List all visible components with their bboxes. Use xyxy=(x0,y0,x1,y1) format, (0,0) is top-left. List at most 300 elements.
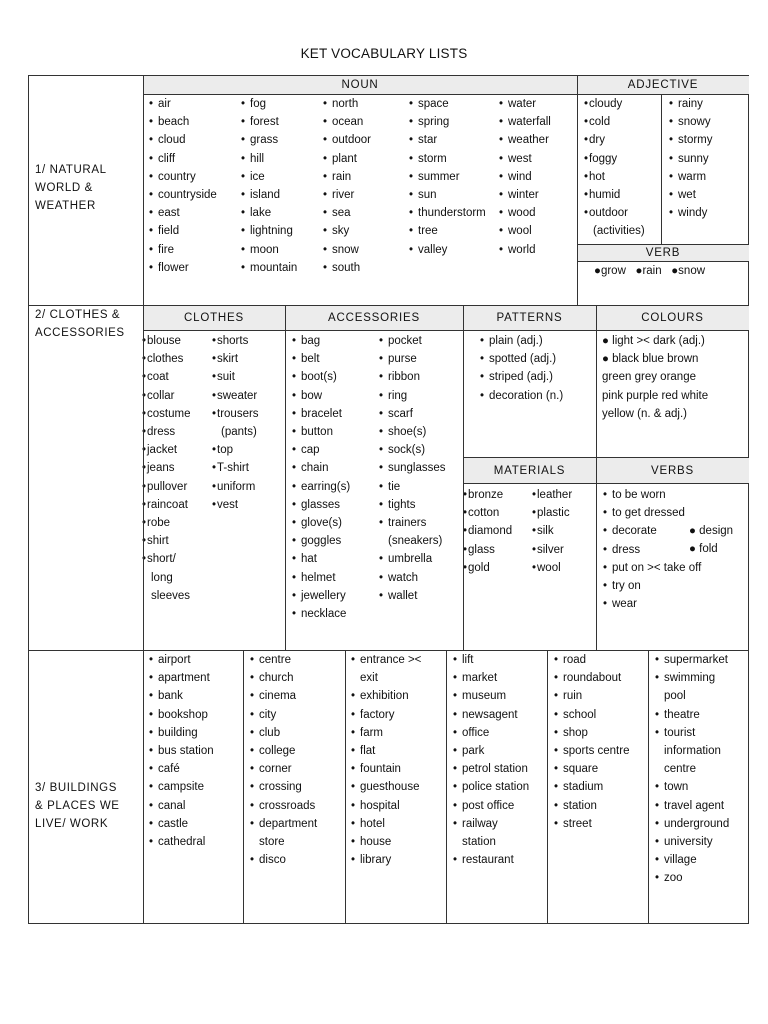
clothes-column xyxy=(212,332,259,514)
bullet-icon: • xyxy=(655,854,660,867)
list-item: • crossroads xyxy=(250,797,317,815)
bullet-icon: • xyxy=(584,207,589,220)
list-item: •jeans xyxy=(142,459,190,477)
bullet-icon: • xyxy=(480,335,485,347)
list-item: • market xyxy=(453,669,529,687)
list-item: • tie xyxy=(379,478,446,496)
list-item: • café xyxy=(149,760,214,778)
list-item: • apartment xyxy=(149,669,214,687)
bullet-icon: • xyxy=(351,708,356,721)
materials-header: MATERIALS xyxy=(463,457,596,484)
adjective-column xyxy=(669,95,713,222)
verb-item: ● fold xyxy=(689,543,718,556)
section-label-line: 1/ NATURAL xyxy=(35,164,107,176)
list-item: •suit xyxy=(212,368,259,386)
list-item: • belt xyxy=(292,350,350,368)
colour-item: pink purple red white xyxy=(602,389,709,402)
list-item: •dry xyxy=(584,131,645,149)
bullet-icon: • xyxy=(323,225,328,238)
list-item: • house xyxy=(351,833,421,851)
bullet-icon: • xyxy=(351,817,356,830)
bullet-icon: • xyxy=(669,98,674,110)
list-item: • glasses xyxy=(292,496,350,514)
list-item: • tights xyxy=(379,496,446,514)
clothes-verbs-right xyxy=(689,522,733,558)
bullet-icon: • xyxy=(149,152,154,165)
buildings-column xyxy=(351,651,421,869)
bullet-icon: • xyxy=(292,589,297,602)
list-item: (activities) xyxy=(593,225,645,238)
list-item: • waterfall xyxy=(499,113,551,131)
bullet-icon: • xyxy=(379,426,384,439)
list-item: • theatre xyxy=(655,706,729,724)
divider xyxy=(463,306,464,650)
list-item: •skirt xyxy=(212,350,259,368)
list-item: • scarf xyxy=(379,405,446,423)
verb-header: VERB xyxy=(577,244,749,262)
bullet-icon: • xyxy=(532,561,537,574)
list-item: •cloudy xyxy=(584,95,645,113)
bullet-icon: • xyxy=(149,116,154,129)
list-item: • island xyxy=(241,186,297,204)
clothes-column xyxy=(142,332,190,605)
section-label-line: WEATHER xyxy=(35,200,96,212)
bullet-icon: • xyxy=(142,498,147,511)
bullet-icon: • xyxy=(499,207,504,220)
bullet-icon: • xyxy=(142,353,147,366)
bullet-icon: • xyxy=(142,407,147,420)
list-item: • sea xyxy=(323,204,371,222)
list-item: • hill xyxy=(241,150,297,168)
list-item: •cotton xyxy=(463,504,512,522)
list-item: • striped (adj.) xyxy=(480,368,563,386)
bullet-icon: • xyxy=(149,243,154,256)
bullet-icon: • xyxy=(323,261,328,274)
bullet-icon: • xyxy=(351,836,356,849)
bullet-icon: • xyxy=(379,462,384,475)
list-item: •shorts xyxy=(212,332,259,350)
list-item: • zoo xyxy=(655,869,729,887)
list-item: •short/ xyxy=(142,550,190,568)
bullet-icon: • xyxy=(453,690,458,703)
list-item: •silk xyxy=(532,522,572,540)
bullet-icon: • xyxy=(250,745,255,758)
list-item: • cliff xyxy=(149,150,217,168)
list-item: • ring xyxy=(379,387,446,405)
list-item: • world xyxy=(499,241,551,259)
list-item: pool xyxy=(664,690,686,703)
bullet-icon: • xyxy=(250,672,255,685)
list-item: • flower xyxy=(149,259,217,277)
list-item: • snowy xyxy=(669,113,713,131)
list-item: • road xyxy=(554,651,629,669)
list-item: • rain xyxy=(323,168,371,186)
list-item: • shop xyxy=(554,724,629,742)
bullet-icon: • xyxy=(292,517,297,530)
list-item: information xyxy=(664,745,721,758)
bullet-icon: • xyxy=(409,170,414,183)
bullet-icon: • xyxy=(142,480,147,493)
list-item: • bracelet xyxy=(292,405,350,423)
list-item: • jewellery xyxy=(292,587,350,605)
list-item: • centre xyxy=(250,651,317,669)
section-label-line: 2/ CLOTHES & xyxy=(35,309,121,321)
bullet-icon: • xyxy=(323,98,328,110)
bullet-icon: • xyxy=(241,170,246,183)
bullet-icon: • xyxy=(409,152,414,165)
list-item: • exhibition xyxy=(351,687,421,705)
list-item: • trainers xyxy=(379,514,446,532)
list-item: • tree xyxy=(409,222,486,240)
list-item: • star xyxy=(409,131,486,149)
list-item: • town xyxy=(655,778,729,796)
bullet-icon: • xyxy=(499,170,504,183)
bullet-icon: • xyxy=(149,763,154,776)
bullet-icon: • xyxy=(241,243,246,256)
list-item: •robe xyxy=(142,514,190,532)
bullet-icon: • xyxy=(149,225,154,238)
bullet-icon: • xyxy=(584,152,589,165)
list-item: • newsagent xyxy=(453,706,529,724)
list-item: • restaurant xyxy=(453,851,529,869)
list-item: (pants) xyxy=(221,426,257,439)
bullet-icon: • xyxy=(149,726,154,739)
list-item: • corner xyxy=(250,760,317,778)
bullet-icon: • xyxy=(250,690,255,703)
list-item: • travel agent xyxy=(655,797,729,815)
list-item: • purse xyxy=(379,350,446,368)
bullet-icon: • xyxy=(292,498,297,511)
list-item: centre xyxy=(664,763,696,776)
bullet-icon: • xyxy=(142,335,147,347)
bullet-icon: • xyxy=(142,444,147,457)
list-item: • put on >< take off xyxy=(603,559,701,577)
bullet-icon: • xyxy=(655,836,660,849)
bullet-icon: • xyxy=(149,170,154,183)
bullet-icon: • xyxy=(453,781,458,794)
bullet-icon: • xyxy=(554,672,559,685)
divider xyxy=(577,76,578,305)
list-item: • countryside xyxy=(149,186,217,204)
list-item: • railway xyxy=(453,815,529,833)
bullet-icon: • xyxy=(453,654,458,666)
list-item: • river xyxy=(323,186,371,204)
bullet-icon: • xyxy=(241,152,246,165)
bullet-icon: • xyxy=(584,189,589,202)
list-item: • police station xyxy=(453,778,529,796)
list-item: • fog xyxy=(241,95,297,113)
bullet-icon: • xyxy=(453,817,458,830)
list-item: •vest xyxy=(212,496,259,514)
bullet-icon: • xyxy=(584,98,589,110)
bullet-icon: • xyxy=(453,745,458,758)
list-item: • factory xyxy=(351,706,421,724)
bullet-icon: • xyxy=(532,507,537,520)
bullet-icon: • xyxy=(655,708,660,721)
bullet-icon: • xyxy=(212,444,217,457)
list-item: • ruin xyxy=(554,687,629,705)
bullet-icon: • xyxy=(603,543,608,556)
list-item: •blouse xyxy=(142,332,190,350)
list-item: • bank xyxy=(149,687,214,705)
bullet-icon: • xyxy=(554,708,559,721)
list-item: •coat xyxy=(142,368,190,386)
bullet-icon: • xyxy=(292,571,297,584)
list-item: • park xyxy=(453,742,529,760)
bullet-icon: • xyxy=(409,243,414,256)
list-item: • field xyxy=(149,222,217,240)
list-item: • boot(s) xyxy=(292,368,350,386)
list-item: • college xyxy=(250,742,317,760)
bullet-icon: • xyxy=(323,243,328,256)
list-item: •pullover xyxy=(142,478,190,496)
list-item: • moon xyxy=(241,241,297,259)
bullet-icon: • xyxy=(212,371,217,384)
bullet-icon: • xyxy=(149,654,154,666)
list-item: long xyxy=(151,571,173,584)
section-label-line: LIVE/ WORK xyxy=(35,818,109,830)
list-item: • sun xyxy=(409,186,486,204)
bullet-icon: • xyxy=(554,781,559,794)
list-item: • lightning xyxy=(241,222,297,240)
bullet-icon: • xyxy=(241,189,246,202)
list-item: • lift xyxy=(453,651,529,669)
list-item: •outdoor xyxy=(584,204,645,222)
list-item: • summer xyxy=(409,168,486,186)
bullet-icon: • xyxy=(453,726,458,739)
divider xyxy=(143,306,144,650)
bullet-icon: • xyxy=(603,580,608,593)
bullet-icon: • xyxy=(379,444,384,457)
bullet-icon: • xyxy=(499,225,504,238)
list-item: exit xyxy=(360,672,378,685)
list-item: • school xyxy=(554,706,629,724)
bullet-icon: • xyxy=(142,553,147,566)
bullet-icon: • xyxy=(554,690,559,703)
list-item: • bus station xyxy=(149,742,214,760)
list-item: • fire xyxy=(149,241,217,259)
list-item: •plastic xyxy=(532,504,572,522)
bullet-icon: • xyxy=(149,98,154,110)
bullet-icon: • xyxy=(453,854,458,867)
list-item: • decoration (n.) xyxy=(480,387,563,405)
divider xyxy=(345,650,346,924)
list-item: • warm xyxy=(669,168,713,186)
bullet-icon: • xyxy=(409,225,414,238)
bullet-icon: • xyxy=(149,745,154,758)
list-item: • city xyxy=(250,706,317,724)
list-item: sleeves xyxy=(151,589,190,602)
divider xyxy=(596,306,597,650)
list-item: • village xyxy=(655,851,729,869)
bullet-icon: • xyxy=(351,763,356,776)
bullet-icon: • xyxy=(409,134,414,147)
bullet-icon: • xyxy=(149,708,154,721)
list-item: • museum xyxy=(453,687,529,705)
list-item: • cloud xyxy=(149,131,217,149)
bullet-icon: • xyxy=(292,426,297,439)
bullet-icon: • xyxy=(149,134,154,147)
list-item: • wear xyxy=(603,595,701,613)
bullet-icon: • xyxy=(463,543,468,556)
clothes-verbs-list xyxy=(603,486,701,613)
bullet-icon: • xyxy=(351,726,356,739)
bullet-icon: • xyxy=(379,371,384,384)
accessories-column xyxy=(379,332,446,605)
divider xyxy=(446,650,447,924)
list-item: •gold xyxy=(463,559,512,577)
list-item: • wallet xyxy=(379,587,446,605)
list-item: • to be worn xyxy=(603,486,701,504)
bullet-icon: • xyxy=(250,799,255,812)
list-item: • hospital xyxy=(351,797,421,815)
bullet-icon: • xyxy=(669,134,674,147)
bullet-icon: • xyxy=(351,854,356,867)
bullet-icon: • xyxy=(480,389,485,402)
list-item: (sneakers) xyxy=(388,535,443,548)
section-label-line: 3/ BUILDINGS xyxy=(35,782,117,794)
divider xyxy=(547,650,548,924)
list-item: •sweater xyxy=(212,387,259,405)
bullet-icon: • xyxy=(655,817,660,830)
list-item: • university xyxy=(655,833,729,851)
list-item: •cold xyxy=(584,113,645,131)
bullet-icon: • xyxy=(480,371,485,384)
bullet-icon: • xyxy=(241,98,246,110)
list-item: • church xyxy=(250,669,317,687)
list-item: • street xyxy=(554,815,629,833)
bullet-icon: • xyxy=(212,462,217,475)
bullet-icon: • xyxy=(554,763,559,776)
bullet-icon: • xyxy=(499,243,504,256)
list-item: • cinema xyxy=(250,687,317,705)
list-item: • decorate xyxy=(603,522,701,540)
list-item: •costume xyxy=(142,405,190,423)
list-item: •silver xyxy=(532,541,572,559)
list-item: •T-shirt xyxy=(212,459,259,477)
bullet-icon: • xyxy=(409,98,414,110)
bullet-icon: • xyxy=(149,189,154,202)
noun-header: NOUN xyxy=(143,76,577,95)
bullet-icon: • xyxy=(149,672,154,685)
bullet-icon: • xyxy=(379,407,384,420)
bullet-icon: • xyxy=(655,781,660,794)
bullet-icon: • xyxy=(655,672,660,685)
list-item: • forest xyxy=(241,113,297,131)
bullet-icon: • xyxy=(142,371,147,384)
section-label-line: ACCESSORIES xyxy=(35,327,125,339)
bullet-icon: • xyxy=(463,507,468,520)
bullet-icon: • xyxy=(212,480,217,493)
list-item: •clothes xyxy=(142,350,190,368)
list-item: •jacket xyxy=(142,441,190,459)
bullet-icon: • xyxy=(323,152,328,165)
bullet-icon: • xyxy=(292,535,297,548)
list-item: • space xyxy=(409,95,486,113)
bullet-icon: • xyxy=(292,335,297,347)
list-item: •bronze xyxy=(463,486,512,504)
list-item: store xyxy=(259,836,285,849)
section-label-line: & PLACES WE xyxy=(35,800,120,812)
noun-column xyxy=(323,95,371,277)
accessories-header: ACCESSORIES xyxy=(285,306,463,331)
bullet-icon: • xyxy=(379,517,384,530)
list-item: • canal xyxy=(149,797,214,815)
list-item: •hot xyxy=(584,168,645,186)
verb-item: ● design xyxy=(689,525,734,537)
list-item: • wet xyxy=(669,186,713,204)
materials-column xyxy=(532,486,572,577)
list-item: • snow xyxy=(323,241,371,259)
list-item: • sunny xyxy=(669,150,713,168)
list-item: • cathedral xyxy=(149,833,214,851)
list-item: • outdoor xyxy=(323,131,371,149)
list-item: •diamond xyxy=(463,522,512,540)
bullet-icon: • xyxy=(351,799,356,812)
list-item: • west xyxy=(499,150,551,168)
list-item: • rainy xyxy=(669,95,713,113)
bullet-icon: • xyxy=(149,781,154,794)
list-item: • petrol station xyxy=(453,760,529,778)
vocabulary-table xyxy=(28,75,749,924)
bullet-icon: • xyxy=(149,690,154,703)
list-item: •foggy xyxy=(584,150,645,168)
bullet-icon: • xyxy=(212,389,217,402)
bullet-icon: • xyxy=(669,189,674,202)
bullet-icon: • xyxy=(453,763,458,776)
noun-column xyxy=(499,95,551,259)
list-item: • swimming xyxy=(655,669,729,687)
bullet-icon: • xyxy=(584,116,589,129)
list-item: • watch xyxy=(379,569,446,587)
list-item: • try on xyxy=(603,577,701,595)
bullet-icon: • xyxy=(241,261,246,274)
divider xyxy=(661,95,662,244)
list-item: • north xyxy=(323,95,371,113)
verbs-header: VERBS xyxy=(596,457,749,484)
bullet-icon: • xyxy=(463,489,468,501)
list-item: • chain xyxy=(292,459,350,477)
list-item: • pocket xyxy=(379,332,446,350)
list-item: • east xyxy=(149,204,217,222)
bullet-icon: • xyxy=(655,654,660,666)
bullet-icon: • xyxy=(554,817,559,830)
list-item: • farm xyxy=(351,724,421,742)
list-item: • airport xyxy=(149,651,214,669)
bullet-icon: • xyxy=(241,116,246,129)
list-item: • storm xyxy=(409,150,486,168)
list-item: • club xyxy=(250,724,317,742)
list-item: • flat xyxy=(351,742,421,760)
bullet-icon: • xyxy=(603,507,608,520)
section-label-line: WORLD & xyxy=(35,182,93,194)
list-item: • crossing xyxy=(250,778,317,796)
bullet-icon: • xyxy=(250,654,255,666)
list-item: • spring xyxy=(409,113,486,131)
list-item: • supermarket xyxy=(655,651,729,669)
list-item: • ocean xyxy=(323,113,371,131)
noun-column xyxy=(409,95,486,259)
list-item: •shirt xyxy=(142,532,190,550)
list-item: • spotted (adj.) xyxy=(480,350,563,368)
list-item: • hat xyxy=(292,550,350,568)
bullet-icon: • xyxy=(655,872,660,885)
bullet-icon: • xyxy=(379,589,384,602)
list-item: • sports centre xyxy=(554,742,629,760)
list-item: • plain (adj.) xyxy=(480,332,563,350)
list-item: • station xyxy=(554,797,629,815)
list-item: •uniform xyxy=(212,478,259,496)
